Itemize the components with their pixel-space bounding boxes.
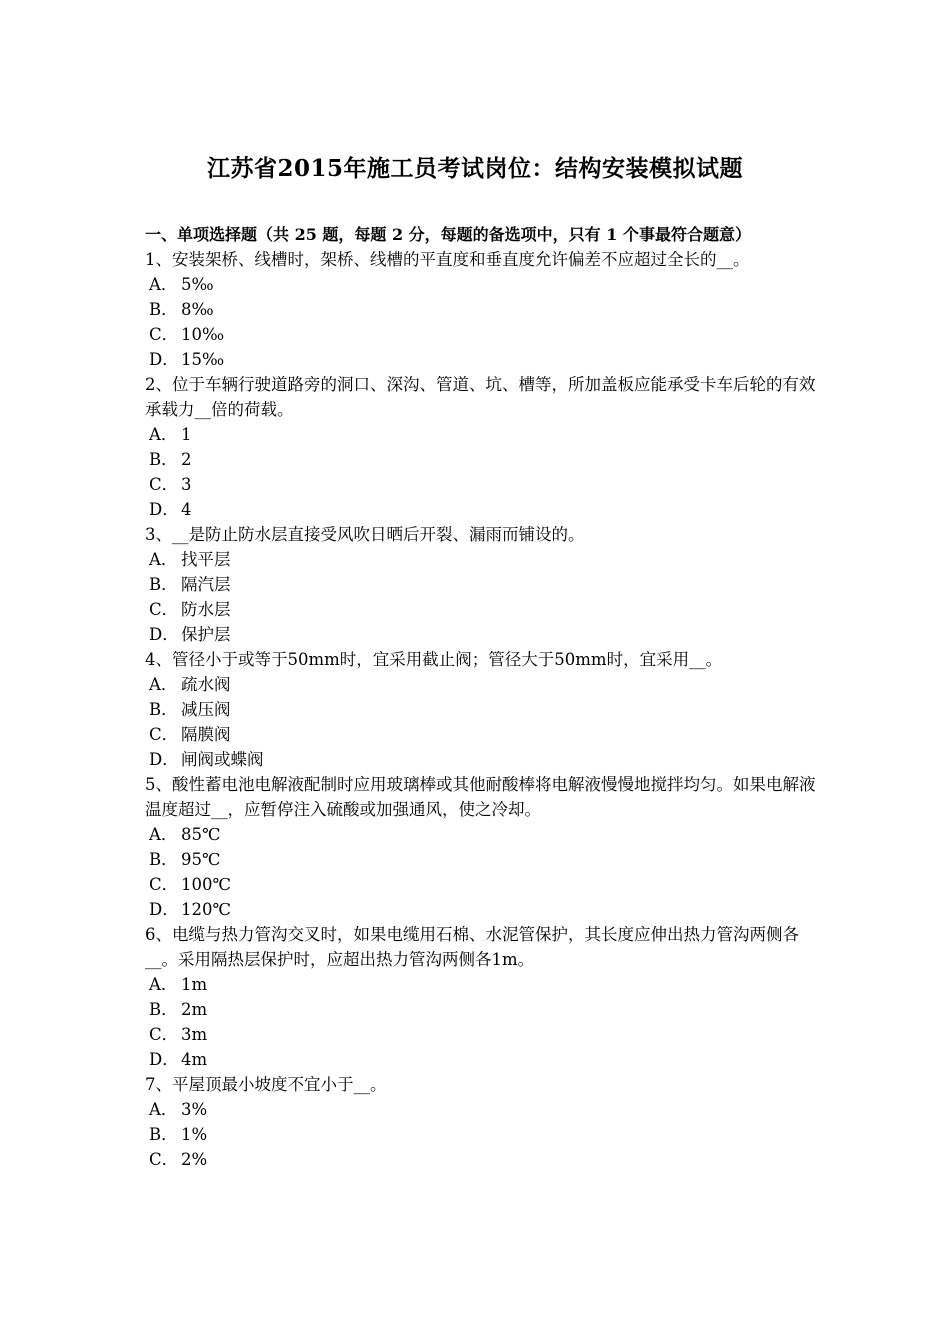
answer-option [145, 1047, 817, 1072]
answer-option [145, 447, 817, 472]
option-text: 2 [181, 450, 192, 469]
option-letter: B． [149, 700, 178, 719]
answer-option [145, 1122, 817, 1147]
option-letter: A． [149, 425, 178, 444]
answer-option [145, 347, 817, 372]
answer-option [145, 1097, 817, 1122]
answer-option [145, 972, 817, 997]
option-text: 15‰ [181, 350, 225, 369]
option-text: 疏水阀 [181, 675, 231, 694]
question-list [145, 247, 817, 1172]
question-item [145, 247, 817, 372]
question-text: 4、管径小于或等于50mm时，宜采用截止阀；管径大于50mm时，宜采用__。 [145, 650, 723, 669]
option-text: 2% [181, 1150, 208, 1169]
option-letter: C． [149, 475, 179, 494]
answer-option [145, 597, 817, 622]
document-body [145, 222, 817, 1172]
question-item [145, 647, 817, 772]
question-text: 1、安装架桥、线槽时，架桥、线槽的平直度和垂直度允许偏差不应超过全长的__。 [145, 250, 750, 269]
option-text: 8‰ [181, 300, 214, 319]
option-letter: D． [149, 625, 179, 644]
option-letter: A． [149, 275, 178, 294]
option-text: 找平层 [181, 550, 231, 569]
option-text: 10‰ [181, 325, 225, 344]
answer-option [145, 672, 817, 697]
option-text: 4m [181, 1050, 208, 1069]
option-letter: C． [149, 875, 179, 894]
option-text: 1 [181, 425, 192, 444]
option-text: 3 [181, 475, 192, 494]
answer-option [145, 622, 817, 647]
option-text: 3m [181, 1025, 208, 1044]
option-letter: A． [149, 1100, 178, 1119]
answer-option [145, 322, 817, 347]
question-item [145, 1072, 817, 1172]
answer-option [145, 547, 817, 572]
option-letter: B． [149, 1125, 178, 1144]
option-letter: C． [149, 725, 179, 744]
option-letter: A． [149, 675, 178, 694]
question-item [145, 372, 817, 522]
option-letter: B． [149, 575, 178, 594]
page-title: 江苏省2015年施工员考试岗位：结构安装模拟试题 [206, 155, 743, 182]
option-text: 减压阀 [181, 700, 231, 719]
section-heading: 一、单项选择题（共 25 题，每题 2 分，每题的备选项中，只有 1 个事最符合题意） [145, 225, 751, 244]
question-text: 3、__是防止防水层直接受风吹日晒后开裂、漏雨而铺设的。 [145, 525, 585, 544]
option-text: 100℃ [181, 875, 231, 894]
question-text: 6、电缆与热力管沟交叉时，如果电缆用石棉、水泥管保护，其长度应伸出热力管沟两侧各__。采用隔热层保护时，应超出热力管沟两侧各1m。 [145, 925, 799, 969]
answer-option [145, 847, 817, 872]
answer-option [145, 1147, 817, 1172]
question-text: 5、酸性蓄电池电解液配制时应用玻璃棒或其他耐酸棒将电解液慢慢地搅拌均匀。如果电解液温度超过__，应暂停注入硫酸或加强通风，使之冷却。 [145, 775, 816, 819]
option-letter: B． [149, 300, 178, 319]
option-letter: A． [149, 825, 178, 844]
answer-option [145, 572, 817, 597]
answer-option [145, 472, 817, 497]
option-letter: D． [149, 900, 179, 919]
question-text: 7、平屋顶最小坡度不宜小于__。 [145, 1075, 387, 1094]
option-text: 95℃ [181, 850, 221, 869]
option-text: 120℃ [181, 900, 231, 919]
question-item [145, 772, 817, 922]
option-letter: C． [149, 325, 179, 344]
option-text: 隔汽层 [181, 575, 231, 594]
answer-option [145, 1022, 817, 1047]
option-letter: B． [149, 1000, 178, 1019]
option-text: 闸阀或蝶阀 [181, 750, 264, 769]
answer-option [145, 272, 817, 297]
option-letter: D． [149, 1050, 179, 1069]
answer-option [145, 697, 817, 722]
option-letter: D． [149, 500, 179, 519]
answer-option [145, 722, 817, 747]
question-item [145, 922, 817, 1072]
question-text: 2、位于车辆行驶道路旁的洞口、深沟、管道、坑、槽等，所加盖板应能承受卡车后轮的有效承载力__倍的荷载。 [145, 375, 816, 419]
option-text: 85℃ [181, 825, 221, 844]
answer-option [145, 997, 817, 1022]
option-text: 防水层 [181, 600, 231, 619]
option-letter: D． [149, 750, 179, 769]
question-item [145, 522, 817, 647]
option-text: 保护层 [181, 625, 231, 644]
option-letter: A． [149, 975, 178, 994]
option-text: 2m [181, 1000, 208, 1019]
option-letter: C． [149, 1150, 179, 1169]
answer-option [145, 747, 817, 772]
answer-option [145, 297, 817, 322]
answer-option [145, 872, 817, 897]
option-text: 1% [181, 1125, 208, 1144]
option-text: 5‰ [181, 275, 214, 294]
option-letter: C． [149, 600, 179, 619]
option-letter: C． [149, 1025, 179, 1044]
option-letter: B． [149, 450, 178, 469]
answer-option [145, 822, 817, 847]
answer-option [145, 497, 817, 522]
answer-option [145, 897, 817, 922]
option-letter: B． [149, 850, 178, 869]
option-text: 1m [181, 975, 208, 994]
option-text: 隔膜阀 [181, 725, 231, 744]
option-letter: A． [149, 550, 178, 569]
option-text: 4 [181, 500, 192, 519]
answer-option [145, 422, 817, 447]
option-text: 3% [181, 1100, 208, 1119]
option-letter: D． [149, 350, 179, 369]
